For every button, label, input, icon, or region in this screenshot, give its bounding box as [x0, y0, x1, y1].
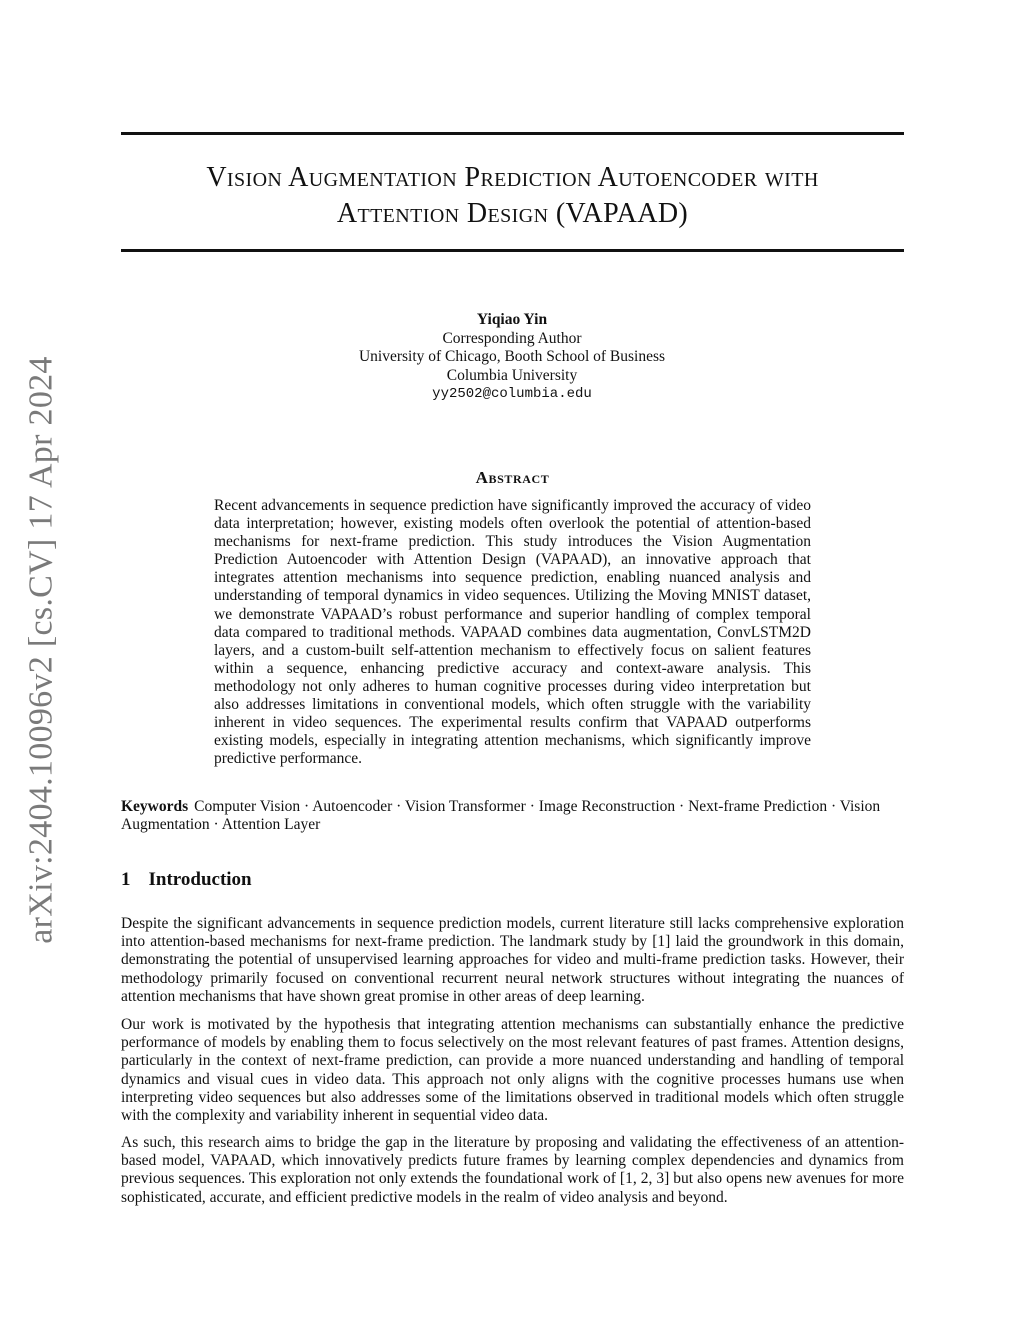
section-number: 1 [121, 869, 131, 890]
keywords-label: Keywords [121, 798, 189, 815]
abstract-heading: Abstract [475, 468, 550, 487]
author-name: Yiqiao Yin [476, 311, 548, 328]
title-rule-bottom [121, 249, 904, 252]
keywords-text: Computer Vision · Autoencoder · Vision Transformer · Image Reconstruction · Next-frame Prediction · Vision Augmentation · Attention Layer [121, 798, 881, 834]
author-block [200, 311, 824, 404]
arxiv-id[interactable]: arXiv:2404.10096v2 [cs.CV] 17 Apr 2024 [23, 356, 60, 944]
author-role: Corresponding Author [442, 329, 582, 347]
keywords [121, 798, 904, 834]
author-affiliation-1: University of Chicago, Booth School of Business [358, 348, 666, 365]
title-line-1: Vision Augmentation Prediction Autoencoder with [206, 162, 819, 193]
author-email[interactable]: yy2502@columbia.edu [432, 386, 592, 402]
arxiv-stamp [18, 355, 66, 945]
paper-title [121, 160, 904, 232]
abstract-text: Recent advancements in sequence prediction have significantly improved the accuracy of video data interpretation; however, existing models often overlook the potential of attention-based mechanisms for next-frame prediction. This study introduces the Vision Augmentation Prediction Autoencoder with Attention Design (VAPAAD), an innovative approach that integrates attention mechanisms into sequence prediction, enabling nuanced analysis and understanding of temporal dynamics in video sequences. Utilizing the Moving MNIST dataset, we demonstrate VAPAAD’s robust performance and superior handling of complex temporal data compared to traditional methods. VAPAAD combines data augmentation, ConvLSTM2D layers, and a custom-built self-attention mechanism to effectively focus on salient features within a sequence, enhancing predictive accuracy and context-aware analysis. This methodology not only adheres to human cognitive processes during video interpretation but also addresses limitations in conventional models, which often struggle with the variability inherent in video sequences. The experimental results confirm that VAPAAD outperforms existing models, especially in integrating attention mechanisms, which significantly improve predictive performance. [214, 497, 811, 768]
section-title: Introduction [148, 869, 252, 890]
intro-paragraph-3: As such, this research aims to bridge the gap in the literature by proposing and validating the effectiveness of an attention-based model, VAPAAD, which innovatively predicts future frames by learning complex dependencies and dynamics from previous sequences. This exploration not only extends the foundational work of [1, 2, 3] but also opens new avenues for more sophisticated, accurate, and efficient predictive models in the realm of video analysis and beyond. [121, 1134, 904, 1206]
title-line-2: Attention Design (VAPAAD) [336, 198, 689, 229]
section-heading-introduction [121, 869, 252, 891]
title-rule-top [121, 132, 904, 135]
intro-paragraph-2: Our work is motivated by the hypothesis that integrating attention mechanisms can substantially enhance the predictive performance of models by enabling them to focus selectively on the most relevant features of past frames. Attention designs, particularly in the context of next-frame prediction, can provide a more nuanced understanding and handling of temporal dynamics and visual cues in video data. This approach not only aligns with the cognitive processes humans use when interpreting video sequences but also addresses some of the limitations observed in traditional models which often struggle with the complexity and variability inherent in sequential video data. [121, 1016, 904, 1125]
author-affiliation-2: Columbia University [446, 366, 578, 384]
intro-paragraph-1: Despite the significant advancements in sequence prediction models, current literature still lacks comprehensive exploration into attention-based mechanisms for next-frame prediction. The landmark study by [1] laid the groundwork in this domain, demonstrating the potential of unsupervised learning approaches for video and multi-frame prediction tasks. However, their methodology primarily focused on conventional recurrent neural network structures without integrating the nuances of attention mechanisms that have shown great promise in other areas of deep learning. [121, 915, 904, 1005]
